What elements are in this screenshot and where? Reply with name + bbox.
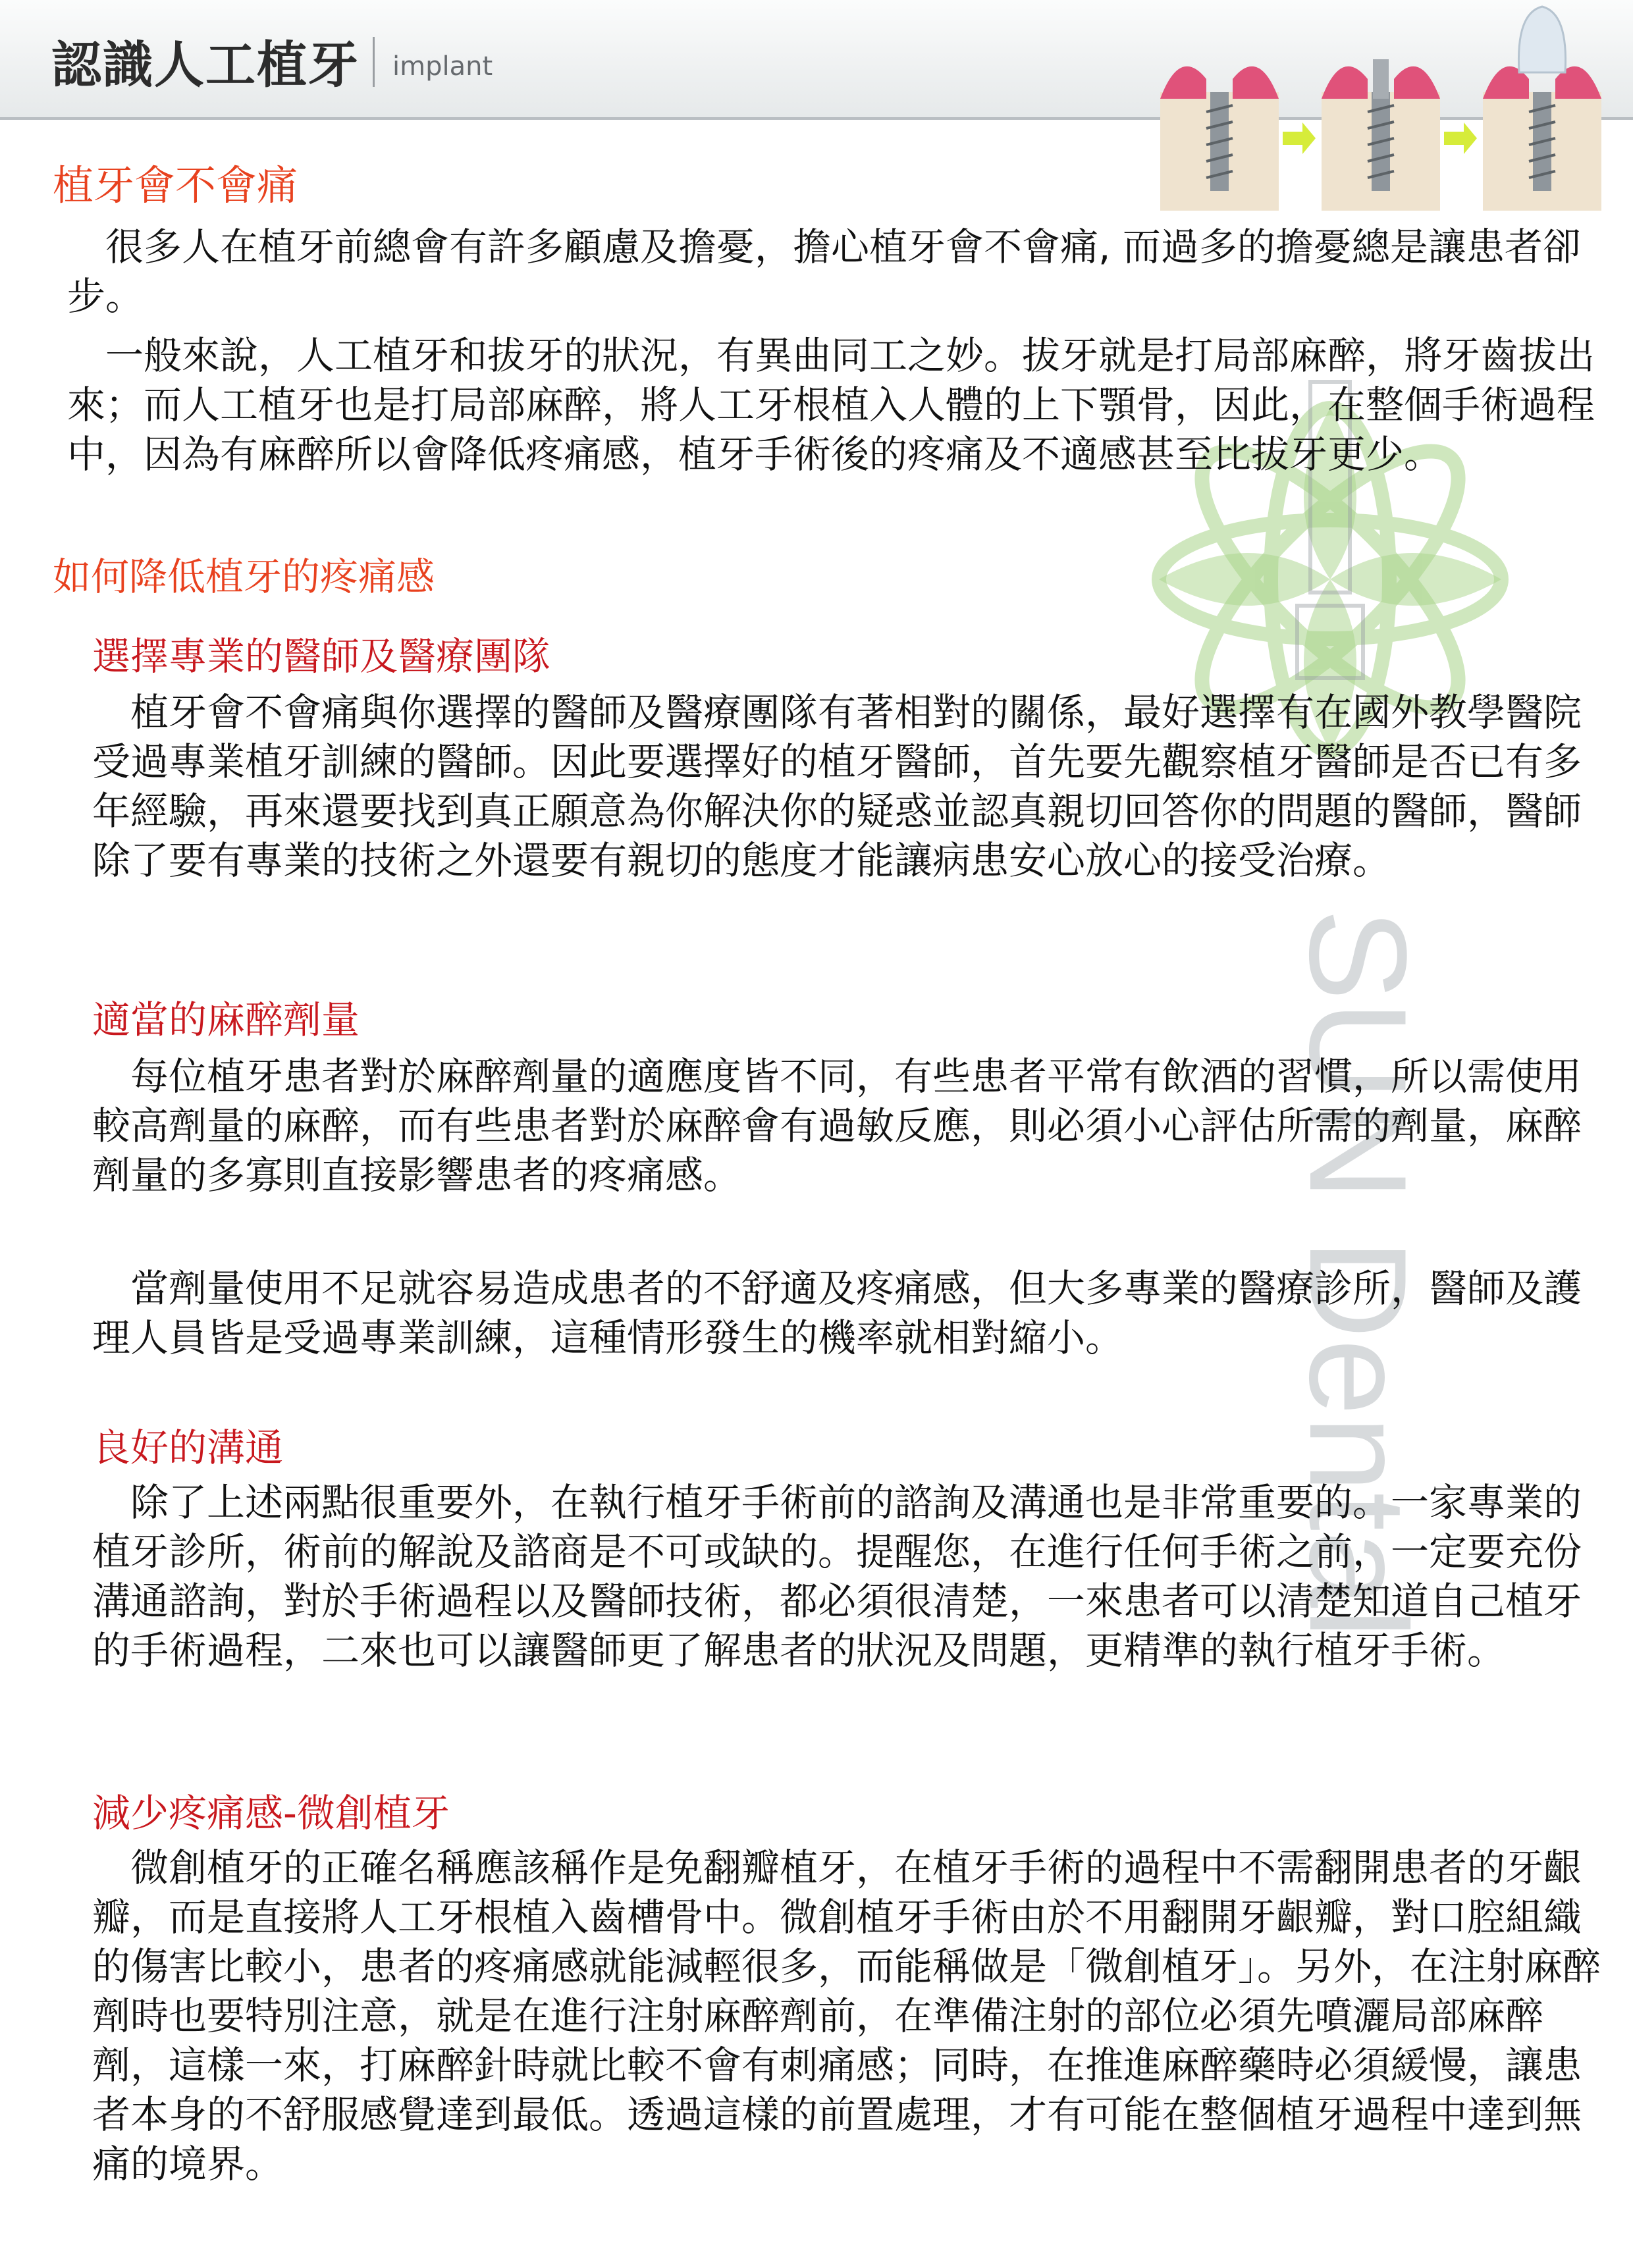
paragraph-pain-1: 很多人在植牙前總會有許多顧慮及擔憂，擔心植牙會不會痛, 而過多的擔憂總是讓患者卻步。: [67, 224, 1581, 319]
paragraph-pain-2: 一般來說，人工植牙和拔牙的狀況，有異曲同工之妙。拔牙就是打局部麻醉，將牙齒拔出來；而人工植牙也是打局部麻醉，將人工牙根植入人體的上下顎骨，因此，在整個手術過程中，因為有麻醉所以會降低疼痛感，植牙手術後的疼痛及不適感甚至比拔牙更少。: [67, 333, 1595, 477]
subheading-minimally-invasive: 減少疼痛感-微創植牙: [92, 1791, 450, 1835]
subheading-doctor: 選擇專業的醫師及醫療團隊: [92, 634, 551, 679]
arrow-icon: [1283, 122, 1316, 154]
section-heading-reduce-pain: 如何降低植牙的疼痛感: [53, 554, 435, 599]
paragraph-communication: 除了上述兩點很重要外，在執行植牙手術前的諮詢及溝通也是非常重要的。一家專業的植牙診所，術前的解說及諮商是不可或缺的。提醒您，在進行任何手術之前，一定要充份溝通諮詢，對於手術過程以及醫師技術，都必須很清楚，一來患者可以清楚知道自己植牙的手術過程，二來也可以讓醫師更了解患者的狀況及問題，更精準的執行植牙手術。: [92, 1480, 1582, 1673]
implant-stage-2: [1322, 59, 1440, 211]
page-title: 認識人工植牙: [51, 36, 360, 94]
paragraph-minimally-invasive: 微創植牙的正確名稱應該稱作是免翻瓣植牙，在植牙手術的過程中不需翻開患者的牙齦瓣，而是直接將人工牙根植入齒槽骨中。微創植牙手術由於不用翻開牙齦瓣，對口腔組織的傷害比較小，患者的疼痛感就能減輕很多，而能稱做是「微創植牙」。另外，在注射麻醉劑時也要特別注意，就是在進行注射麻醉劑前，在準備注射的部位必須先噴灑局部麻醉劑，這樣一來，打麻醉針時就比較不會有刺痛感；同時，在推進麻醉藥時必須緩慢，讓患者本身的不舒服感覺達到最低。透過這樣的前置處理，才有可能在整個植牙過程中達到無痛的境界。: [92, 1845, 1601, 2186]
paragraph-dose-2: 當劑量使用不足就容易造成患者的不舒適及疼痛感，但大多專業的醫療診所，醫師及護理人員皆是受過專業訓練，這種情形發生的機率就相對縮小。: [92, 1266, 1582, 1360]
implant-stage-3: [1483, 7, 1601, 211]
paragraph-dose-1: 每位植牙患者對於麻醉劑量的適應度皆不同，有些患者平常有飲酒的習慣，所以需使用較高劑量的麻醉，而有些患者對於麻醉會有過敏反應，則必須小心評估所需的劑量，麻醉劑量的多寡則直接影響患者的疼痛感。: [92, 1054, 1582, 1198]
section-heading-pain: 植牙會不會痛: [53, 161, 298, 209]
paragraph-doctor: 植牙會不會痛與你選擇的醫師及醫療團隊有著相對的關係，最好選擇有在國外教學醫院受過專業植牙訓練的醫師。因此要選擇好的植牙醫師，首先要先觀察植牙醫師是否已有多年經驗，再來還要找到真正願意為你解決你的疑惑並認真親切回答你的問題的醫師，醫師除了要有專業的技術之外還要有親切的態度才能讓病患安心放心的接受治療。: [92, 690, 1582, 883]
implant-stages-illustration: [1154, 0, 1615, 217]
subheading-dose: 適當的麻醉劑量: [92, 997, 360, 1042]
arrow-icon: [1444, 122, 1477, 154]
page-subtitle: implant: [392, 51, 493, 82]
header-divider: [373, 37, 375, 87]
watermark-text: SUN Dental: [1281, 909, 1435, 1639]
subheading-communication: 良好的溝通: [92, 1425, 284, 1470]
implant-stage-1: [1160, 66, 1279, 211]
